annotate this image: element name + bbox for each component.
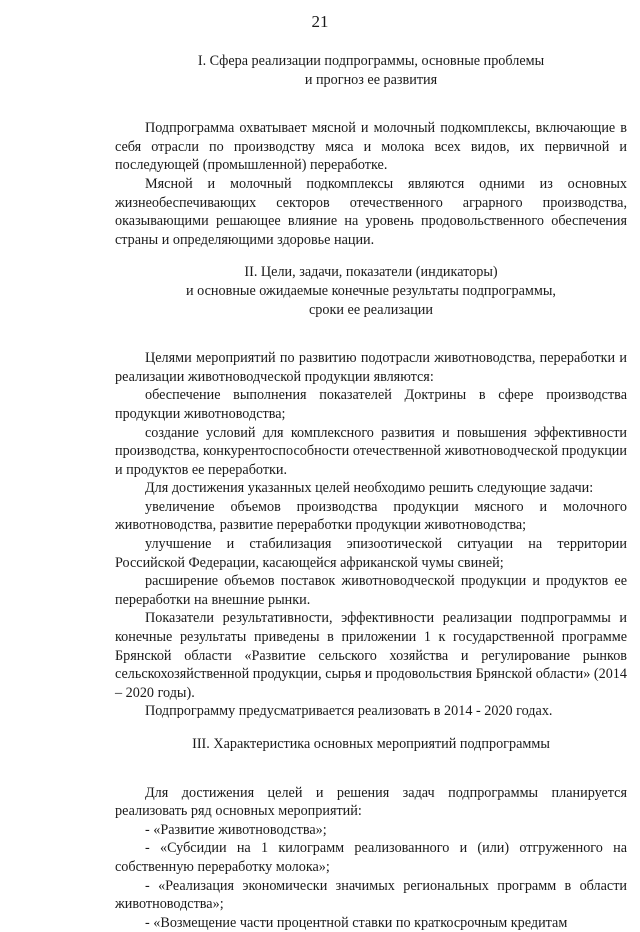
paragraph: Подпрограмму предусматривается реализовать в 2014 - 2020 годах. <box>145 703 553 720</box>
paragraph: увеличение объемов производства продукции мясного и молочного животноводства, развитие переработки продукции животноводства; <box>115 498 627 534</box>
paragraph: Для достижения указанных целей необходимо решить следующие задачи: <box>145 480 594 497</box>
list-item: - «Реализация экономически значимых региональных программ в области животноводства»; <box>115 877 627 913</box>
section-1-heading <box>115 52 627 89</box>
section-2-heading <box>115 263 627 319</box>
list-item: - «Развитие животноводства»; <box>145 821 327 838</box>
section-3-heading <box>115 735 627 754</box>
paragraph: Целями мероприятий по развитию подотрасли животноводства, переработки и реализации животноводческой продукции являются: <box>115 350 627 385</box>
heading-line: III. Характеристика основных мероприятий подпрограммы <box>192 736 550 752</box>
paragraph: Показатели результативности, эффективности реализации подпрограммы и конечные результаты приведены в приложении 1 к государственной программе Брянской области «Развитие сельского хозяйства и регулирование рынков сельскохозяйственной продукции, сырья и продовольствия Брянской области» (2014 – 2020 годы). <box>115 610 627 701</box>
list-item: - «Субсидии на 1 килограмм реализованного и (или) отгруженного на собственную переработку молока»; <box>115 840 627 875</box>
paragraph: расширение объемов поставок животноводческой продукции и продуктов ее переработки на внешние рынки. <box>115 573 627 608</box>
heading-line: I. Сфера реализации подпрограммы, основные проблемы <box>197 53 545 69</box>
paragraph: Мясной и молочный подкомплексы являются одними из основных жизнеобеспечивающих секторов отечественного аграрного производства, оказывающими решающее влияние на уровень продовольственного обеспечения страны и определяющими здоровье нации. <box>115 175 627 248</box>
heading-line: и прогноз ее развития <box>304 71 438 88</box>
paragraph: создание условий для комплексного развития и повышения эффективности производства, конкурентоспособности отечественной животноводческой продукции и продуктов ее переработки. <box>115 424 627 478</box>
heading-line: и основные ожидаемые конечные результаты подпрограммы, <box>186 282 556 299</box>
paragraph: улучшение и стабилизация эпизоотической ситуации на территории Российской Федерации, касающейся африканской чумы свиней; <box>115 536 627 571</box>
paragraph: Подпрограмма охватывает мясной и молочный подкомплексы, включающие в себя отрасли по производству мяса и молока всех видов, их первичной и последующей (промышленной) переработке. <box>115 120 627 174</box>
heading-line: сроки ее реализации <box>309 301 433 318</box>
heading-line: II. Цели, задачи, показатели (индикаторы) <box>244 264 498 281</box>
paragraph: Для достижения целей и решения задач подпрограммы планируется реализовать ряд основных мероприятий: <box>115 784 627 820</box>
document-body <box>115 52 627 932</box>
paragraph: обеспечение выполнения показателей Доктрины в сфере производства продукции животноводства; <box>115 387 627 422</box>
page-number: 21 <box>311 12 329 31</box>
list-item: - «Возмещение части процентной ставки по краткосрочным кредитам <box>145 914 568 931</box>
